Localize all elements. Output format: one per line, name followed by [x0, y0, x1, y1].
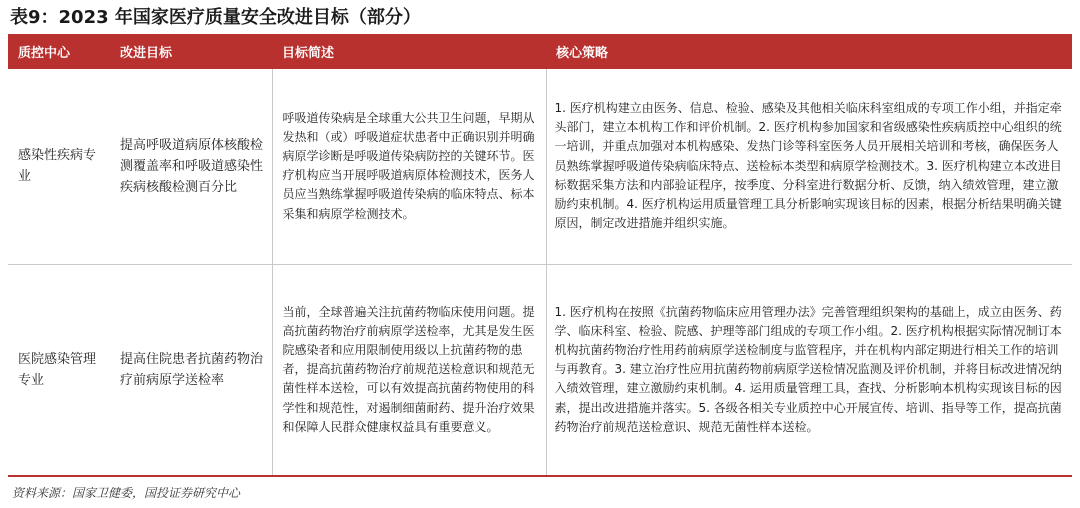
- header-improvement-goal: 改进目标: [110, 34, 272, 69]
- cell-improvement-goal: 提高住院患者抗菌药物治疗前病原学送检率: [110, 264, 272, 476]
- table-row: [8, 69, 1072, 264]
- cell-core-strategy: 1. 医疗机构在按照《抗菌药物临床应用管理办法》完善管理组织架构的基础上，成立由医务、药学、临床科室、检验、院感、护理等部门组成的专项工作小组。2. 医疗机构根据实际情况制订本机构抗菌药物治疗性用药前病原学送检制度与监管程序，并在机构内部定期进行相关工作的培训与再教育。3. 建立治疗性应用抗菌药物前病原学送检情况监测及评价机制，并将目标改进情况纳入绩效管理，建立激励约束机制。4. 运用质量管理工具，查找、分析影响本机构实现该目标的因素，提出改进措施并落实。5. 各级各相关专业质控中心开展宣传、培训、指导等工作，提高抗菌药物治疗前规范送检意识、规范无菌性样本送检。: [546, 264, 1072, 476]
- table-body: [8, 69, 1072, 476]
- cell-goal-description: 呼吸道传染病是全球重大公共卫生问题，早期从发热和（或）呼吸道症状患者中正确识别并明确病原学诊断是呼吸道传染病防控的关键环节。医疗机构应当开展呼吸道病原体检测技术，医务人员应当熟练掌握呼吸道传染病的临床特点、标本采集和病原学检测技术。: [272, 69, 546, 264]
- table-row: [8, 264, 1072, 476]
- header-quality-center: 质控中心: [8, 34, 110, 69]
- table-header: [8, 34, 1072, 69]
- table: [8, 34, 1072, 477]
- cell-goal-description: 当前，全球普遍关注抗菌药物临床使用问题。提高抗菌药物治疗前病原学送检率，尤其是发生医院感染者和应用限制使用级以上抗菌药物的患者，提高抗菌药物治疗前规范送检意识和规范无菌性样本送检，可以有效提高抗菌药物使用的科学性和规范性，对遏制细菌耐药、提升治疗效果和保障人民群众健康权益具有重要意义。: [272, 264, 546, 476]
- quality-goals-table: [8, 34, 1072, 477]
- cell-quality-center: 医院感染管理专业: [8, 264, 110, 476]
- source-note: 资料来源：国家卫健委，国投证券研究中心: [12, 486, 241, 500]
- header-core-strategy: 核心策略: [546, 34, 1072, 69]
- cell-quality-center: 感染性疾病专业: [8, 69, 110, 264]
- cell-core-strategy: 1. 医疗机构建立由医务、信息、检验、感染及其他相关临床科室组成的专项工作小组，并指定牵头部门，建立本机构工作和评价机制。2. 医疗机构参加国家和省级感染性疾病质控中心组织的统一培训，并重点加强对本机构感染、发热门诊等科室医务人员开展相关培训和考核，确保医务人员熟练掌握呼吸道传染病临床特点、送检标本类型和病原学检测技术。3. 医疗机构建立本改进目标数据采集方法和内部验证程序，按季度、分科室进行数据分析、反馈，纳入绩效管理，建立激励约束机制。4. 医疗机构运用质量管理工具分析影响实现该目标的因素，根据分析结果明确关键原因，制定改进措施并组织实施。: [546, 69, 1072, 264]
- table-title: 表9：2023 年国家医疗质量安全改进目标（部分）: [10, 7, 421, 28]
- cell-improvement-goal: 提高呼吸道病原体核酸检测覆盖率和呼吸道感染性疾病核酸检测百分比: [110, 69, 272, 264]
- header-goal-description: 目标简述: [272, 34, 546, 69]
- header-row: [8, 34, 1072, 69]
